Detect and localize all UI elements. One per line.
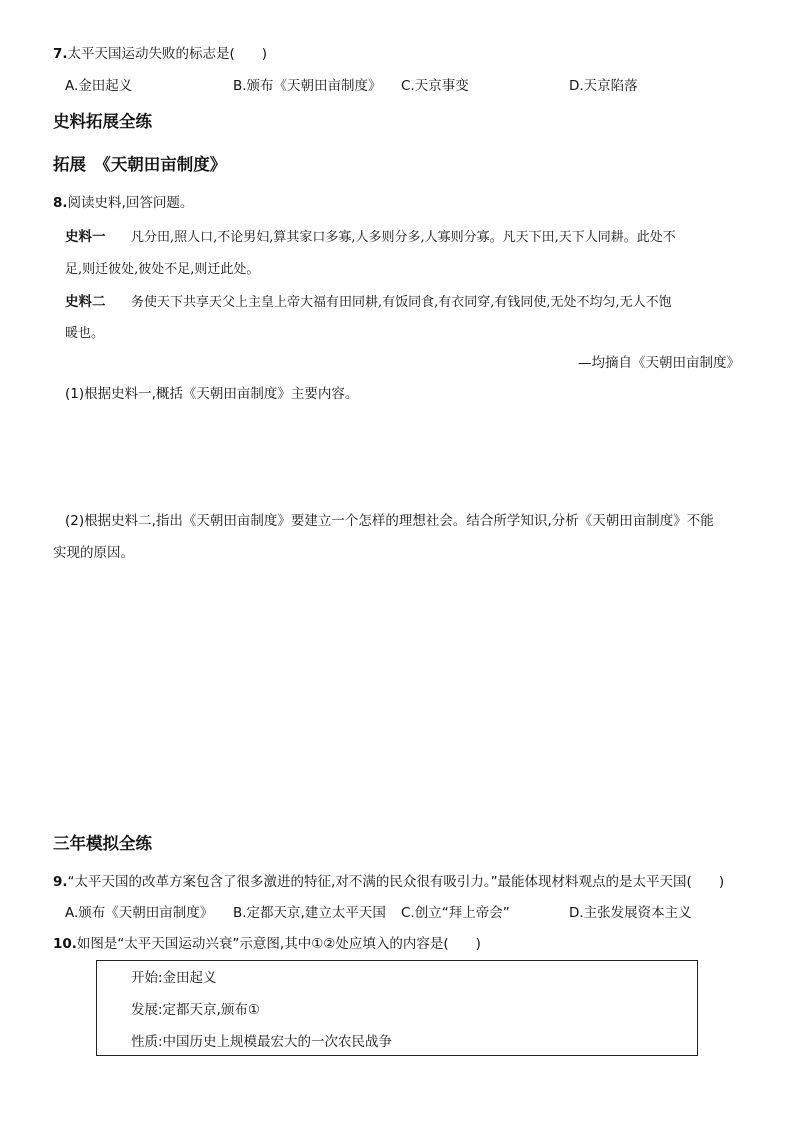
q10-stem: 如图是“太平天国运动兴衰”示意图,其中①②处应填入的内容是( ) [76,936,481,952]
q8-stem-line [53,194,193,212]
box-line-nature: 性质:中国历史上规模最宏大的一次农民战争 [131,1034,393,1050]
box-line-development: 发展:定都天京,颁布① [131,1002,260,1018]
q9-stem: “太平天国的改革方案包含了很多激进的特征,对不满的民众很有吸引力。”最能体现材料观点的是太平天国( ) [67,874,725,890]
extend-title: 拓展 《天朝田亩制度》 [53,155,227,174]
q7-option-a: A.金田起义 [65,78,133,94]
q7-number: 7. [53,46,68,62]
q7-option-c: C.天京事变 [401,78,469,94]
q9-stem-line [53,873,724,891]
q10-diagram-box [96,960,698,1056]
box-line-start: 开始:金田起义 [131,970,217,986]
q7-option-b: B.颁布《天朝田亩制度》 [233,78,382,94]
q9-option-d: D.主张发展资本主义 [569,905,692,921]
source2-text-line2: 暖也。 [65,326,105,341]
source-attribution: —均摘自《天朝田亩制度》 [578,355,740,371]
q8-number: 8. [53,195,68,211]
source1-text-line1: 凡分田,照人口,不论男妇,算其家口多寡,人多则分多,人寡则分寡。凡天下田,天下人同耕。此处不 [131,230,676,245]
section-heading-extend: 史料拓展全练 [53,112,152,131]
q9-option-a: A.颁布《天朝田亩制度》 [65,905,214,921]
q9-option-b: B.定都天京,建立太平天国 [233,905,386,921]
source2-label: 史料二 [65,294,106,310]
section-heading-mock: 三年模拟全练 [53,834,152,853]
q7-option-d: D.天京陷落 [569,78,638,94]
source2-text-line1: 务使天下共享天父上主皇上帝大福有田同耕,有饭同食,有衣同穿,有钱同使,无处不均匀,无人不饱 [131,295,672,310]
q9-number: 9. [53,874,68,890]
q9-option-c: C.创立“拜上帝会” [401,905,510,921]
q8-subquestion-2-line2: 实现的原因。 [53,545,134,561]
q10-number: 10. [53,936,77,952]
q8-stem: 阅读史料,回答问题。 [67,195,194,211]
q10-stem-line [53,935,481,953]
q7-stem-line [53,45,267,63]
source1-text-line2: 足,则迁彼处,彼处不足,则迁此处。 [65,262,260,277]
source1-label: 史料一 [65,229,106,245]
q8-subquestion-1: (1)根据史料一,概括《天朝田亩制度》主要内容。 [65,386,359,402]
q8-subquestion-2-line1: (2)根据史料二,指出《天朝田亩制度》要建立一个怎样的理想社会。结合所学知识,分析《天朝田亩制度》不能 [65,513,714,529]
q7-stem: 太平天国运动失败的标志是( ) [67,46,268,62]
